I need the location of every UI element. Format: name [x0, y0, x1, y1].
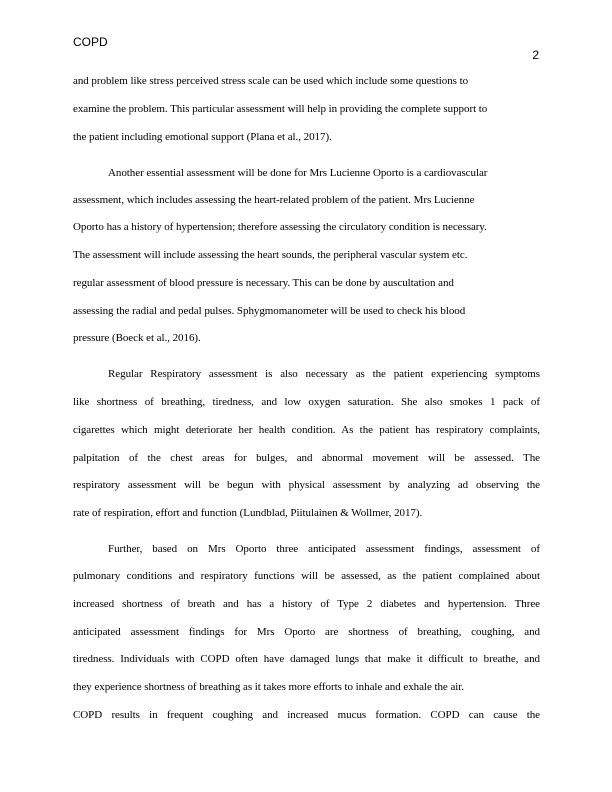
body-line: Another essential assessment will be done for Mrs Lucienne Oporto is a cardiovascular	[108, 167, 488, 179]
body-line: Further, based on Mrs Oporto three anticipated assessment findings, assessment of	[108, 543, 540, 555]
running-head: COPD	[73, 35, 108, 49]
body-line: they experience shortness of breathing as it takes more efforts to inhale and exhale the air.	[73, 681, 465, 693]
body-line: The assessment will include assessing the heart sounds, the peripheral vascular system etc.	[73, 249, 468, 261]
body-line: Oporto has a history of hypertension; therefore assessing the circulatory condition is necessary.	[73, 221, 487, 233]
body-line: and problem like stress perceived stress scale can be used which include some questions to	[73, 75, 469, 87]
body-line: tiredness. Individuals with COPD often have damaged lungs that make it difficult to breathe, and	[73, 653, 540, 665]
body-line: assessment, which includes assessing the heart-related problem of the patient. Mrs Lucienne	[73, 194, 475, 206]
body-line: palpitation of the chest areas for bulges, and abnormal movement will be assessed. The	[73, 452, 540, 464]
body-line: COPD results in frequent coughing and increased mucus formation. COPD can cause the	[73, 709, 540, 721]
body-line: anticipated assessment findings for Mrs Oporto are shortness of breathing, coughing, and	[73, 626, 540, 638]
body-line: examine the problem. This particular assessment will help in providing the complete support to	[73, 103, 488, 115]
body-line: assessing the radial and pedal pulses. Sphygmomanometer will be used to check his blood	[73, 305, 466, 317]
body-line: increased shortness of breath and has a history of Type 2 diabetes and hypertension. Three	[73, 598, 540, 610]
body-line: regular assessment of blood pressure is necessary. This can be done by auscultation and	[73, 277, 454, 289]
body-line: pressure (Boeck et al., 2016).	[73, 332, 201, 344]
body-line: respiratory assessment will be begun with physical assessment by analyzing ad observing the	[73, 479, 540, 491]
body-line: like shortness of breathing, tiredness, and low oxygen saturation. She also smokes 1 pack of	[73, 396, 540, 408]
body-line: the patient including emotional support (Plana et al., 2017).	[73, 131, 332, 143]
body-line: pulmonary conditions and respiratory functions will be assessed, as the patient complained about	[73, 570, 540, 582]
page-number: 2	[532, 48, 539, 62]
body-line: cigarettes which might deteriorate her health condition. As the patient has respiratory complaints,	[73, 424, 540, 436]
body-line: rate of respiration, effort and function (Lundblad, Piitulainen & Wollmer, 2017).	[73, 507, 423, 519]
body-line: Regular Respiratory assessment is also necessary as the patient experiencing symptoms	[108, 368, 540, 380]
